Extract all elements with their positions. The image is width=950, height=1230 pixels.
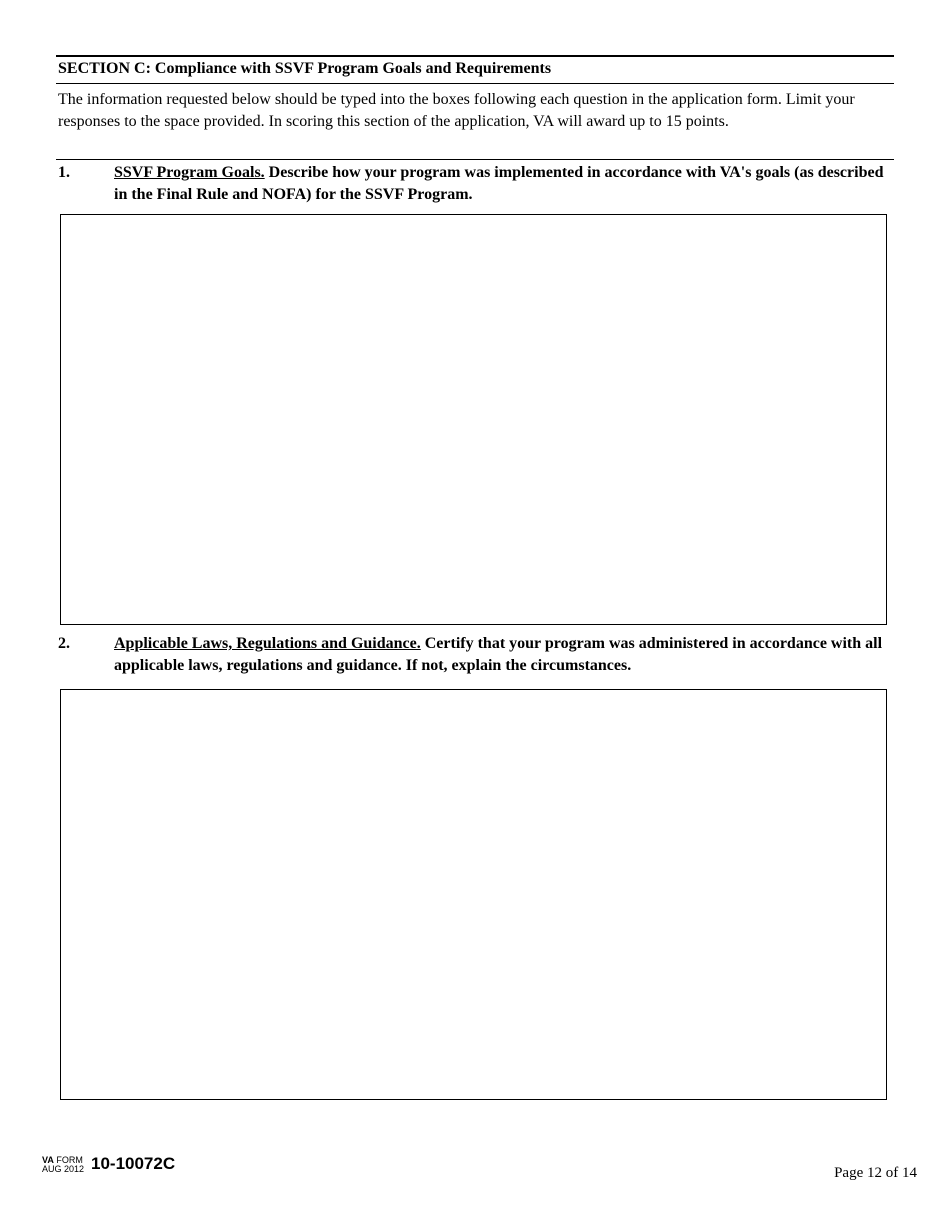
section-title-divider xyxy=(56,83,894,84)
section-instructions: The information requested below should be typed into the boxes following each question in the application form. Limit your responses to the space provided. In scoring this section of the application, VA will award up to 15 points. xyxy=(58,91,855,130)
question-1-answer-field[interactable] xyxy=(60,214,887,625)
question-2-heading: Applicable Laws, Regulations and Guidance. xyxy=(114,635,421,652)
question-2-number: 2. xyxy=(58,635,70,652)
question-1-heading: SSVF Program Goals. xyxy=(114,164,265,181)
question-1-number: 1. xyxy=(58,164,70,181)
instructions-divider xyxy=(56,159,894,160)
form-label-word: FORM xyxy=(53,1155,83,1165)
section-top-rule xyxy=(56,55,894,57)
section-title: SECTION C: Compliance with SSVF Program Goals and Requirements xyxy=(58,60,552,77)
question-2-answer-field[interactable] xyxy=(60,689,887,1100)
form-date: AUG 2012 xyxy=(42,1164,85,1174)
form-label-va: VA xyxy=(42,1155,54,1165)
question-1-prompt: Describe how your program was implemented in accordance with VA's goals (as described in the Final Rule and NOFA) for the SSVF Program. xyxy=(114,164,884,203)
question-1-text xyxy=(114,162,894,206)
question-2-text xyxy=(114,633,894,677)
page-number: Page 12 of 14 xyxy=(834,1165,917,1181)
question-2-prompt: Certify that your program was administered in accordance with all applicable laws, regulations and guidance. If not, explain the circumstances. xyxy=(114,635,883,674)
form-number: 10-10072C xyxy=(91,1154,176,1173)
